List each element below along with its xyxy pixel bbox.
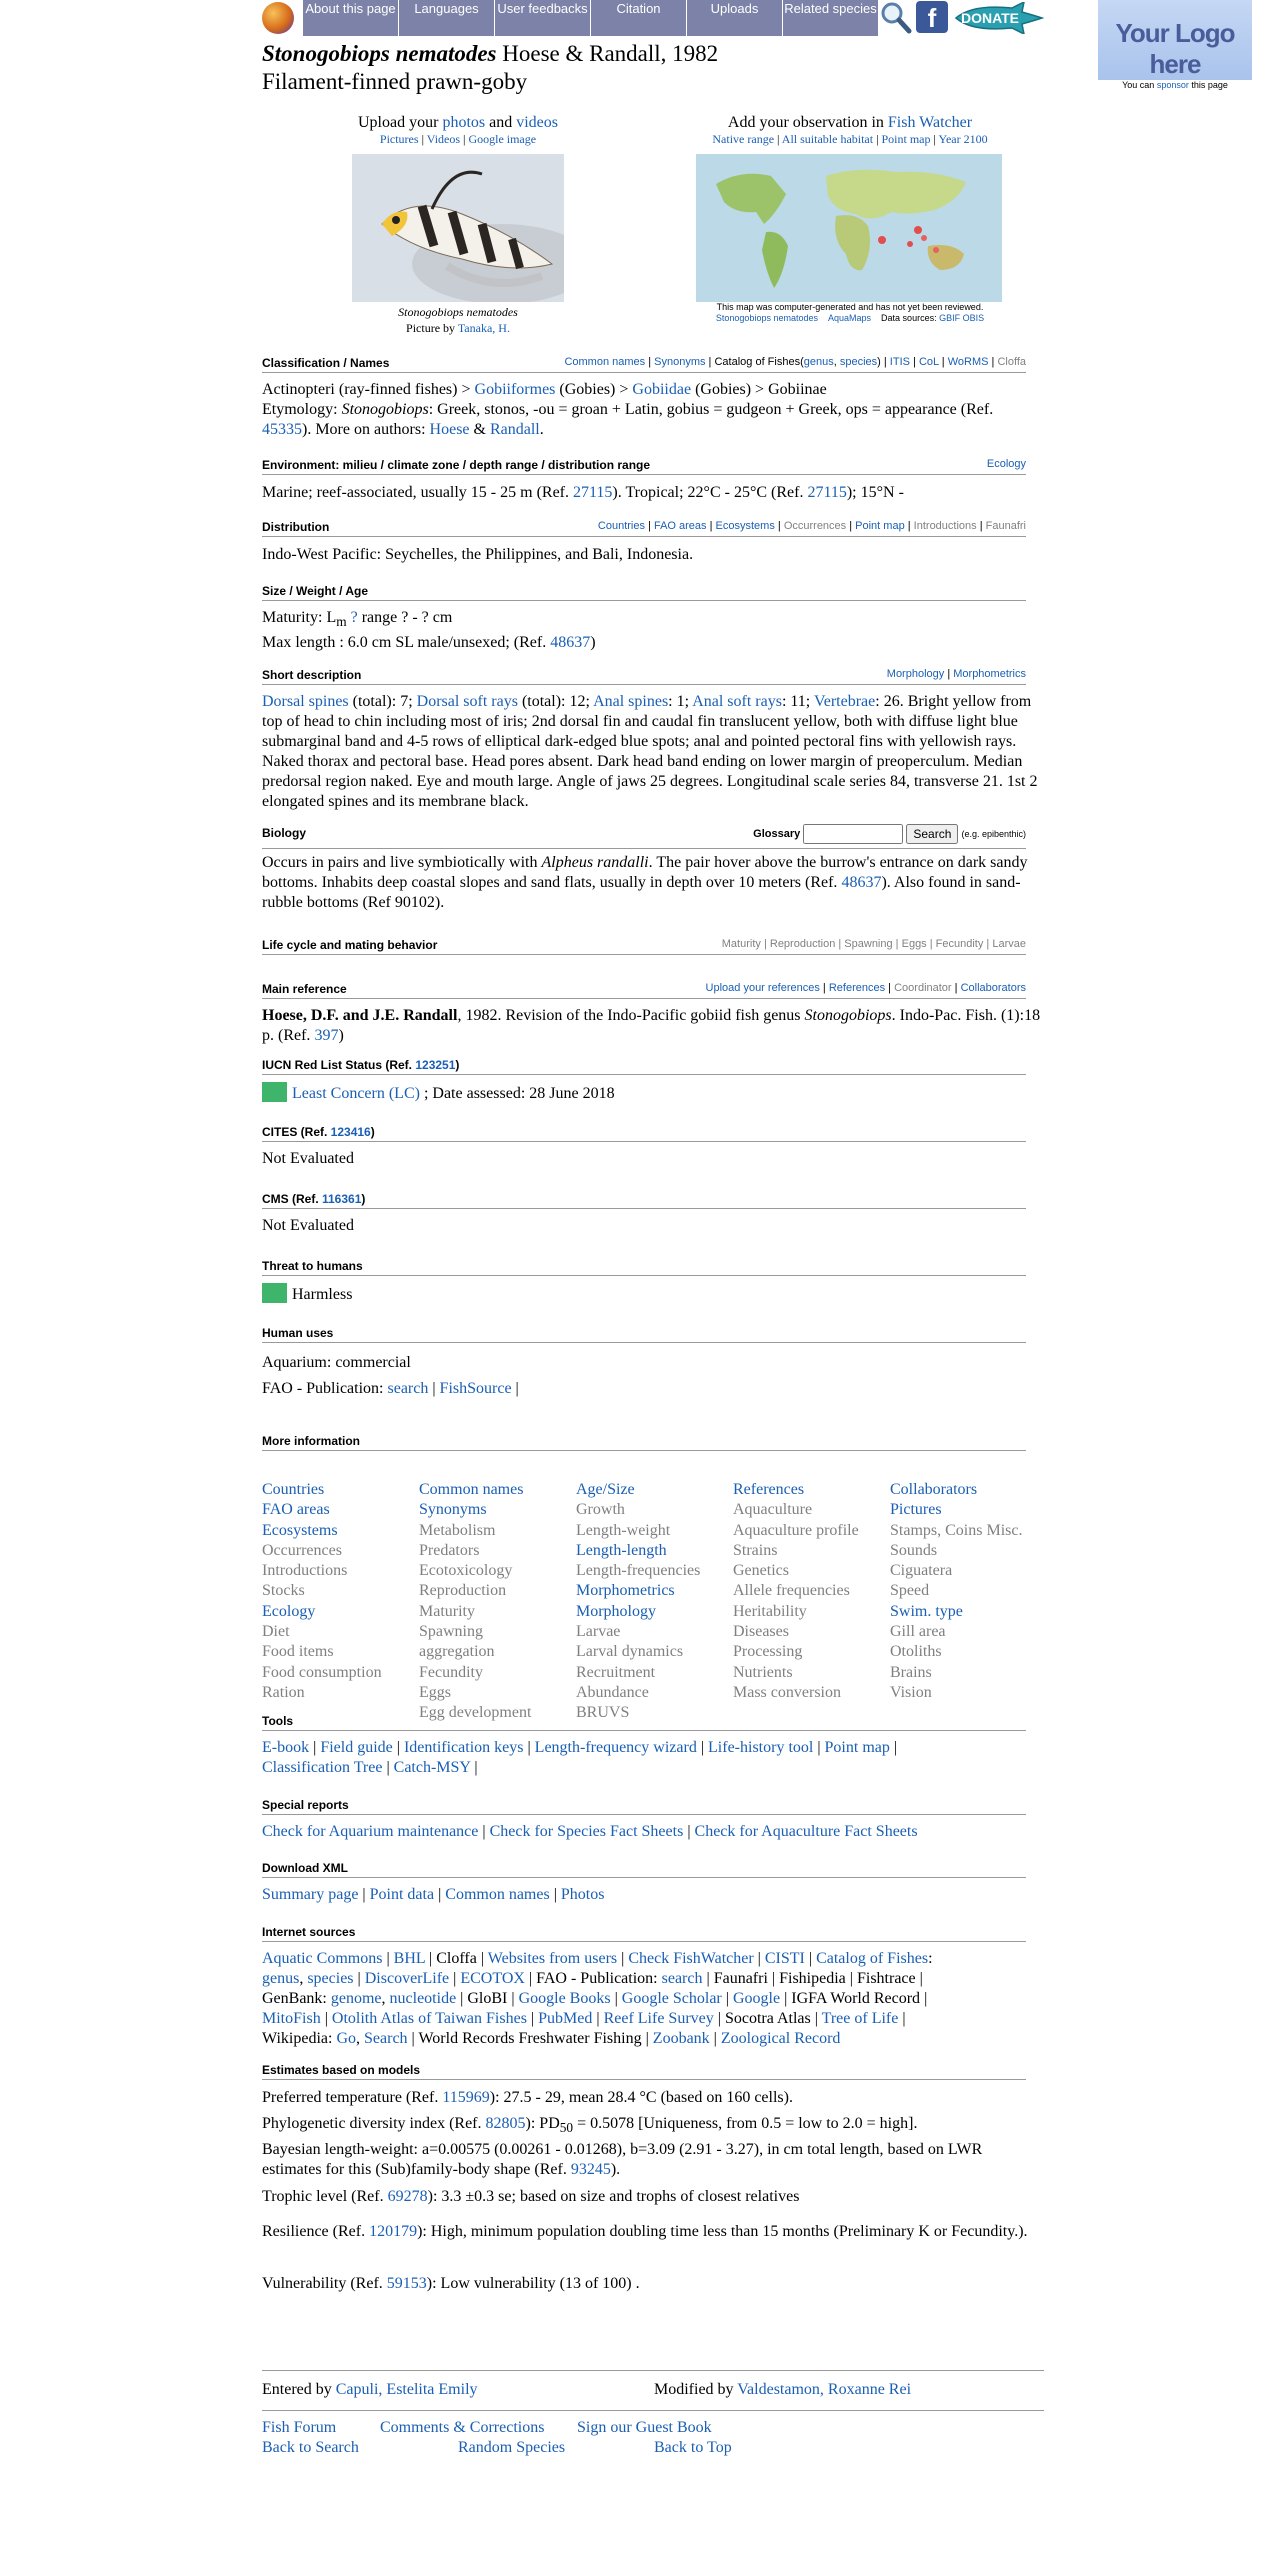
- catch-msy-link[interactable]: Catch-MSY: [393, 1759, 471, 1776]
- more-info-item: Food consumption: [262, 1663, 382, 1681]
- zoobank-link[interactable]: Zoobank: [652, 2030, 710, 2047]
- author-hoese-link[interactable]: Hoese: [429, 421, 470, 438]
- more-info-item: Occurrences: [262, 1541, 342, 1559]
- more-info-item: Aquaculture profile: [733, 1521, 859, 1539]
- year-2100-link[interactable]: Year 2100: [938, 132, 988, 146]
- fishbase-globe-icon[interactable]: [262, 2, 294, 34]
- aquatic-commons-link[interactable]: Aquatic Commons: [262, 1950, 383, 1967]
- more-info-item: Brains: [890, 1663, 932, 1681]
- more-info-link[interactable]: Ecosystems: [262, 1521, 338, 1539]
- more-info-item: Stamps, Coins Misc.: [890, 1521, 1023, 1539]
- xml-common-names-link[interactable]: Common names: [445, 1886, 550, 1903]
- zoological-record-link[interactable]: Zoological Record: [720, 2030, 841, 2047]
- iucn-heading: IUCN Red List Status (Ref. 123251): [262, 1058, 1026, 1075]
- back-to-top-link[interactable]: Back to Top: [654, 2439, 732, 2456]
- size-ref-link[interactable]: 48637: [550, 634, 591, 652]
- more-info-item: Aquaculture: [733, 1501, 813, 1519]
- modified-by-link[interactable]: Valdestamon, Roxanne Rei: [737, 2381, 912, 2398]
- random-species-link[interactable]: Random Species: [458, 2439, 566, 2456]
- fish-photo[interactable]: [352, 154, 564, 302]
- more-info-item: Strains: [733, 1541, 778, 1559]
- col-link[interactable]: CoL: [918, 356, 939, 368]
- google-link[interactable]: Google: [732, 1990, 781, 2007]
- download-xml-heading: Download XML: [262, 1861, 1026, 1878]
- more-info-item: Vision: [890, 1683, 932, 1701]
- aquarium-maintenance-link[interactable]: Check for Aquarium maintenance: [262, 1823, 479, 1840]
- least-concern-link[interactable]: Least Concern (LC): [292, 1085, 420, 1102]
- sponsor-link[interactable]: sponsor: [1156, 80, 1189, 90]
- cof-species-link[interactable]: species: [839, 356, 878, 368]
- more-info-column: [576, 1480, 700, 1724]
- more-info-item: Nutrients: [733, 1663, 793, 1681]
- genbank-genome-link[interactable]: genome: [330, 1990, 382, 2007]
- dist-point-map-link[interactable]: Point map: [855, 520, 905, 532]
- gobiidae-link[interactable]: Gobiidae: [632, 381, 692, 398]
- length-frequency-wizard-link[interactable]: Length-frequency wizard: [534, 1739, 697, 1756]
- bhl-link[interactable]: BHL: [393, 1950, 426, 1967]
- trophic-ref-link[interactable]: 69278: [387, 2188, 428, 2205]
- upload-videos-link[interactable]: videos: [516, 114, 558, 131]
- more-info-item: Reproduction: [419, 1582, 507, 1600]
- tools-point-map-link[interactable]: Point map: [824, 1739, 890, 1756]
- more-info-item: Length-frequencies: [576, 1562, 701, 1580]
- is-species-link[interactable]: species: [307, 1970, 354, 1987]
- threat-value: Harmless: [262, 1283, 1044, 1305]
- footer-divider-bottom: [262, 2410, 1044, 2411]
- more-info-item: Recruitment: [576, 1663, 656, 1681]
- anal-spines-link[interactable]: Anal spines: [593, 693, 669, 710]
- aquamaps-link[interactable]: AquaMaps: [828, 313, 872, 323]
- more-info-item: Sounds: [890, 1541, 938, 1559]
- nav-related-species[interactable]: Related species: [782, 0, 878, 36]
- fao-search-link[interactable]: search: [387, 1380, 429, 1397]
- facebook-icon[interactable]: f: [916, 1, 948, 33]
- pubmed-link[interactable]: PubMed: [538, 2010, 593, 2027]
- gobiiformes-link[interactable]: Gobiiformes: [474, 381, 556, 398]
- xml-photos-link[interactable]: Photos: [560, 1886, 605, 1903]
- common-names-link[interactable]: Common names: [564, 356, 646, 368]
- more-info-link[interactable]: Pictures: [890, 1501, 942, 1519]
- biology-heading: Biology Glossary Search (e.g. epibenthic): [262, 826, 1026, 849]
- lifecycle-heading: Life cycle and mating behavior Maturity | Reproduction | Spawning | Eggs | Fecundity | Larvae: [262, 938, 1026, 955]
- catalog-of-fishes-link[interactable]: Catalog of Fishes: [816, 1950, 929, 1967]
- more-info-item: Processing: [733, 1643, 803, 1661]
- cites-value: Not Evaluated: [262, 1150, 354, 1167]
- comments-corrections-link[interactable]: Comments & Corrections: [380, 2419, 545, 2436]
- iucn-ref-link[interactable]: 123251: [415, 1058, 456, 1072]
- tools-links: E-book | Field guide | Identification keys | Length-frequency wizard | Life-history tool | Point map | Classification Tree | Catch-MSY |: [262, 1739, 898, 1776]
- more-info-item: Predators: [419, 1541, 480, 1559]
- internet-sources-heading: Internet sources: [262, 1925, 1026, 1942]
- more-info-item: Diseases: [733, 1623, 789, 1641]
- common-name: Filament-finned prawn-goby: [262, 69, 528, 94]
- more-info-item: Maturity: [419, 1602, 475, 1620]
- pref-temp-ref-link[interactable]: 115969: [442, 2089, 490, 2106]
- download-xml-links: Summary page | Point data | Common names | Photos: [262, 1886, 605, 1903]
- identification-keys-link[interactable]: Identification keys: [403, 1739, 524, 1756]
- footer-divider-top: [262, 2370, 1044, 2371]
- more-info-heading: More information: [262, 1434, 1026, 1451]
- morphometrics-link[interactable]: Morphometrics: [953, 668, 1026, 680]
- estimates-heading: Estimates based on models: [262, 2063, 1026, 2080]
- synonyms-link[interactable]: Synonyms: [654, 356, 706, 368]
- estimate-trophic-level: Trophic level (Ref. 69278): 3.3 ±0.3 se; based on size and trophs of closest relatives: [262, 2188, 800, 2205]
- cms-value: Not Evaluated: [262, 1217, 354, 1234]
- nav-citation[interactable]: Citation: [590, 0, 686, 36]
- more-info-link[interactable]: Length-length: [576, 1541, 667, 1559]
- more-info-item: Larvae: [576, 1623, 621, 1641]
- aquaculture-fact-sheets-link[interactable]: Check for Aquaculture Fact Sheets: [694, 1823, 918, 1840]
- more-info-item: Stocks: [262, 1582, 305, 1600]
- footer-links-row1: [262, 2418, 1044, 2438]
- more-info-item: Mass conversion: [733, 1683, 841, 1701]
- reef-life-survey-link[interactable]: Reef Life Survey: [603, 2010, 714, 2027]
- more-info-link[interactable]: Age/Size: [576, 1481, 635, 1498]
- more-info-item: Egg development: [419, 1704, 532, 1722]
- harmless-swatch: [262, 1283, 287, 1303]
- morphology-link[interactable]: Morphology: [886, 668, 945, 680]
- more-info-link[interactable]: Morphology: [576, 1602, 656, 1620]
- classification-links: Common names | Synonyms | Catalog of Fishes(genus, species) | ITIS | CoL | WoRMS | Cloffa: [564, 356, 1026, 368]
- cms-ref-link[interactable]: 116361: [322, 1192, 362, 1206]
- estimate-preferred-temperature: Preferred temperature (Ref. 115969): 27.5 - 29, mean 28.4 °C (based on 160 cells).: [262, 2089, 793, 2106]
- phylo-ref-link[interactable]: 82805: [485, 2115, 526, 2132]
- entered-by-link[interactable]: Capuli, Estelita Emily: [335, 2381, 478, 2398]
- reference-text: Hoese, D.F. and J.E. Randall, 1982. Revision of the Indo-Pacific gobiid fish genus Stonogobiops. Indo-Pac. Fish. (1):18 p. (Ref. 397): [262, 1007, 1041, 1044]
- svg-text:DONATE: DONATE: [960, 10, 1020, 26]
- human-uses-text: Aquarium: commercial FAO - Publication: search | FishSource |: [262, 1354, 519, 1397]
- footer-credits: Entered by Capuli, Estelita Emily Modified by Valdestamon, Roxanne Rei: [262, 2381, 912, 2398]
- more-info-item: Ration: [262, 1683, 305, 1701]
- more-info-item: Length-weight: [576, 1521, 671, 1539]
- more-info-item: Genetics: [733, 1562, 789, 1580]
- more-info-item: BRUVS: [576, 1704, 630, 1722]
- more-info-link[interactable]: Morphometrics: [576, 1582, 675, 1600]
- is-genus-link[interactable]: genus: [262, 1970, 300, 1987]
- size-heading: Size / Weight / Age: [262, 584, 1026, 601]
- classification-text: Actinopteri (ray-finned fishes) > Gobiiformes (Gobies) > Gobiidae (Gobies) > Gobiinae Etymology: Stonogobiops: Greek, stonos, -ou = groan + Latin, gobius = gudgeon + Greek, ops = appearance (Ref. 45335). More on authors: Hoese & Randall.: [262, 381, 994, 438]
- ecotox-link[interactable]: ECOTOX: [460, 1970, 525, 1987]
- main-ref-link[interactable]: 397: [314, 1027, 339, 1044]
- fishsource-link[interactable]: FishSource: [439, 1380, 512, 1397]
- ety-ref-link[interactable]: 45335: [262, 421, 302, 438]
- description-heading: Short description Morphology | Morphometrics: [262, 668, 1026, 685]
- google-scholar-link[interactable]: Google Scholar: [621, 1990, 722, 2007]
- vulnerability-ref-link[interactable]: 59153: [386, 2275, 427, 2292]
- special-reports-heading: Special reports: [262, 1798, 1026, 1815]
- otolith-atlas-link[interactable]: Otolith Atlas of Taiwan Fishes: [331, 2010, 527, 2027]
- countries-link[interactable]: Countries: [597, 520, 645, 532]
- maturity-link[interactable]: ?: [350, 609, 358, 626]
- more-info-item: Speed: [890, 1582, 930, 1600]
- fish-forum-link[interactable]: Fish Forum: [262, 2419, 337, 2436]
- distribution-heading: Distribution Countries | FAO areas | Ecosystems | Occurrences | Point map | Introductions | Faunafri: [262, 520, 1026, 537]
- reference-heading: Main reference Upload your references | References | Coordinator | Collaborators: [262, 982, 1026, 999]
- references-link[interactable]: References: [828, 982, 886, 994]
- estimate-phylo-diversity: Phylogenetic diversity index (Ref. 82805): $PD_{50} = 0.5078$ [Uniqueness, from 0.5 = low to 2.0 = high].: [262, 2115, 918, 2136]
- upload-references-link[interactable]: Upload your references: [705, 982, 820, 994]
- more-info-item: Gill area: [890, 1623, 946, 1641]
- more-info-item: Larval dynamics: [576, 1643, 684, 1661]
- tree-of-life-link[interactable]: Tree of Life: [821, 2010, 899, 2027]
- more-info-item: Heritability: [733, 1602, 807, 1620]
- page-title: Stonogobiops nematodes Hoese & Randall, 1982 Filament-finned prawn-goby: [262, 41, 719, 94]
- environment-text: Marine; reef-associated, usually 15 - 25 m (Ref. 27115). Tropical; 22°C - 25°C (Ref. 27115); 15°N -: [262, 484, 904, 501]
- top-nav: [262, 0, 1044, 36]
- author-randall-link[interactable]: Randall: [489, 421, 540, 438]
- websites-from-users-link[interactable]: Websites from users: [487, 1950, 618, 1967]
- back-to-search-link[interactable]: Back to Search: [262, 2439, 359, 2456]
- donate-button[interactable]: [952, 2, 1044, 34]
- native-range-link[interactable]: Native range: [712, 132, 775, 146]
- google-image-link[interactable]: Google image: [468, 132, 537, 146]
- suitable-habitat-link[interactable]: All suitable habitat: [781, 132, 874, 146]
- ebook-link[interactable]: E-book: [262, 1739, 310, 1756]
- more-info-item: Food items: [262, 1643, 334, 1661]
- data-sources-link[interactable]: GBIF OBIS: [939, 313, 985, 323]
- xml-point-data-link[interactable]: Point data: [369, 1886, 435, 1903]
- estimate-length-weight: Bayesian length-weight: a=0.00575 (0.00261 - 0.01268), b=3.09 (2.91 - 3.27), in cm total length, based on LWR estimates for this (Sub)family-body shape (Ref. 93245).: [262, 2141, 983, 2178]
- more-info-column: [733, 1480, 859, 1703]
- more-info-item: Introductions: [262, 1562, 348, 1580]
- more-info-link[interactable]: References: [733, 1481, 805, 1498]
- more-info-item: Fecundity: [419, 1663, 483, 1681]
- life-history-tool-link[interactable]: Life-history tool: [708, 1739, 814, 1756]
- ecology-link[interactable]: Ecology: [986, 458, 1026, 470]
- more-info-item: Metabolism: [419, 1521, 496, 1539]
- more-info-item: Ciguatera: [890, 1562, 953, 1580]
- env-ref1-link[interactable]: 27115: [573, 484, 613, 501]
- ecosystems-link[interactable]: Ecosystems: [715, 520, 775, 532]
- check-fishwatcher-link[interactable]: Check FishWatcher: [628, 1950, 754, 1967]
- sponsor-note: You can sponsor this page: [1122, 80, 1228, 90]
- more-info-link[interactable]: FAO areas: [262, 1501, 330, 1519]
- wikipedia-go-link[interactable]: Go: [336, 2030, 357, 2047]
- biology-text: Occurs in pairs and live symbiotically with Alpheus randalli. The pair hover above the burrow's entrance on dark sandy bottoms. Inhabits deep coastal slopes and sand flats, usually in depth over 10 meters (Ref. 48637). Also found in sand-rubble bottoms (Ref 90102).: [262, 854, 1028, 911]
- species-fact-sheets-link[interactable]: Check for Species Fact Sheets: [489, 1823, 684, 1840]
- distribution-map[interactable]: [696, 154, 1002, 302]
- is-fao-search-link[interactable]: search: [661, 1970, 703, 1987]
- photographer-link[interactable]: Tanaka, H.: [457, 321, 510, 335]
- dorsal-spines-link[interactable]: Dorsal spines: [262, 693, 349, 710]
- itis-link[interactable]: ITIS: [889, 356, 910, 368]
- human-uses-heading: Human uses: [262, 1326, 1026, 1343]
- internet-sources-links: Aquatic Commons | BHL | Cloffa | Websites from users | Check FishWatcher | CISTI | Catalog of Fishes: genus, species | DiscoverLife | ECOTOX | FAO - Publication: search | Faunafri | Fishipedia | Fishtrace | GenBank: genome, nucleotide | GloBI | Google Books | Google Scholar | Google | IGFA World Record | MitoFish | Otolith Atlas of Taiwan Fishes | PubMed | Reef Life Survey | Socotra Atlas | Tree of Life | Wikipedia: Go, Search | World Records Freshwater Fishing | Zoobank | Zoological Record: [262, 1950, 933, 2047]
- threat-heading: Threat to humans: [262, 1259, 1026, 1276]
- map-notes: This map was computer-generated and has not yet been reviewed. Stonogobiops nematodes AquaMaps Data sources: GBIF OBIS: [715, 302, 985, 323]
- estimate-vulnerability: Vulnerability (Ref. 59153): Low vulnerability (13 of 100) .: [262, 2275, 640, 2292]
- special-reports-links: Check for Aquarium maintenance | Check for Species Fact Sheets | Check for Aquaculture Fact Sheets: [262, 1823, 918, 1840]
- nav-uploads[interactable]: Uploads: [686, 0, 782, 36]
- map-panel: Add your observation in Fish Watcher Native range | All suitable habitat | Point map | Year 2100: [712, 114, 988, 146]
- more-info-column: [890, 1480, 1022, 1703]
- collaborators-link[interactable]: Collaborators: [960, 982, 1026, 994]
- cms-heading: CMS (Ref. 116361): [262, 1192, 1026, 1209]
- glossary-input[interactable]: [803, 824, 903, 844]
- more-info-item: Eggs: [419, 1683, 451, 1701]
- upload-photos-link[interactable]: photos: [442, 114, 486, 131]
- wikipedia-search-link[interactable]: Search: [364, 2030, 408, 2047]
- more-info-item: Allele frequencies: [733, 1582, 850, 1600]
- more-info-link[interactable]: Collaborators: [890, 1481, 978, 1498]
- summary-page-link[interactable]: Summary page: [262, 1886, 359, 1903]
- pictures-link[interactable]: Pictures: [379, 132, 419, 146]
- more-info-link[interactable]: Swim. type: [890, 1602, 963, 1620]
- cof-genus-link[interactable]: genus: [803, 356, 834, 368]
- more-info-link[interactable]: Countries: [262, 1481, 325, 1498]
- worms-link[interactable]: WoRMS: [947, 356, 989, 368]
- point-map-link[interactable]: Point map: [881, 132, 931, 146]
- footer-links-row2: [262, 2438, 1044, 2458]
- nav-languages[interactable]: Languages: [398, 0, 494, 36]
- photo-caption: Stonogobiops nematodes Picture by Tanaka, H.: [398, 305, 518, 335]
- photo-panel: Upload your photos and videos Pictures | Videos | Google image: [358, 114, 558, 146]
- env-ref2-link[interactable]: 27115: [807, 484, 847, 501]
- search-icon[interactable]: [878, 0, 912, 34]
- guest-book-link[interactable]: Sign our Guest Book: [577, 2419, 712, 2436]
- more-info-item: Diet: [262, 1623, 290, 1641]
- estimate-resilience: Resilience (Ref. 120179): High, minimum population doubling time less than 15 months (Preliminary K or Fecundity.).: [262, 2223, 1028, 2240]
- discoverlife-link[interactable]: DiscoverLife: [364, 1970, 450, 1987]
- more-info-link[interactable]: Synonyms: [419, 1501, 487, 1519]
- more-info-item: Ecotoxicology: [419, 1562, 513, 1580]
- more-info-item: Spawning: [419, 1623, 483, 1641]
- size-text: Maturity: $L_m$ ? range ? - ? cm Max length : 6.0 cm SL male/unsexed; (Ref. 48637): [262, 609, 596, 652]
- more-info-item: Growth: [576, 1501, 625, 1519]
- glossary-search-button[interactable]: Search: [906, 824, 958, 844]
- genbank-nucleotide-link[interactable]: nucleotide: [389, 1990, 457, 2007]
- cites-ref-link[interactable]: 123416: [330, 1125, 371, 1139]
- more-info-link[interactable]: Ecology: [262, 1602, 316, 1620]
- classification-tree-link[interactable]: Classification Tree: [262, 1759, 383, 1776]
- description-text: Dorsal spines (total): 7; Dorsal soft rays (total): 12; Anal spines: 1; Anal soft rays: 11; Vertebrae: 26. Bright yellow from top of head to chin including most of iris; 2nd dorsal fin and caudal fin translucent yellow, both with diffuse light blue submarginal band and 4-5 rows of elliptical dark-edged blue spots; anal and pointed pectoral fins with yellowish rays. Naked thorax and pectoral base. Head pores absent. Dark head band ending on lower margin of preoperculum. Median predorsal region naked. Eye and mouth large. Angle of jaws 25 degrees. Longitudinal scale series 84, transverse 21. 1st 2 elongated spines and its membrane black.: [262, 693, 1038, 810]
- dorsal-soft-rays-link[interactable]: Dorsal soft rays: [416, 693, 518, 710]
- more-info-item: aggregation: [419, 1643, 495, 1661]
- vertebrae-link[interactable]: Vertebrae: [813, 693, 876, 710]
- more-info-link[interactable]: Common names: [419, 1481, 524, 1498]
- videos-link[interactable]: Videos: [426, 132, 461, 146]
- resilience-ref-link[interactable]: 120179: [369, 2223, 418, 2240]
- map-species-link[interactable]: Stonogobiops nematodes: [715, 313, 818, 323]
- more-info-column: [262, 1480, 382, 1703]
- bayes-ref-link[interactable]: 93245: [570, 2161, 611, 2178]
- fish-watcher-link[interactable]: Fish Watcher: [887, 114, 973, 131]
- iucn-status: Least Concern (LC) ; Date assessed: 28 June 2018: [262, 1082, 1044, 1104]
- classification-heading: Classification / Names Common names | Synonyms | Catalog of Fishes(genus, species) | ITIS | CoL | WoRMS | Cloffa: [262, 356, 1026, 373]
- tools-heading: Tools: [262, 1714, 1026, 1731]
- sponsor-logo-placeholder[interactable]: Your Logo here: [1098, 0, 1252, 80]
- biology-ref-link[interactable]: 48637: [841, 874, 882, 891]
- anal-soft-rays-link[interactable]: Anal soft rays: [692, 693, 782, 710]
- field-guide-link[interactable]: Field guide: [320, 1739, 393, 1756]
- fao-areas-link[interactable]: FAO areas: [653, 520, 707, 532]
- environment-heading: Environment: milieu / climate zone / depth range / distribution range Ecology: [262, 458, 1026, 475]
- cites-heading: CITES (Ref. 123416): [262, 1125, 1026, 1142]
- more-info-item: Abundance: [576, 1683, 649, 1701]
- more-info-item: Otoliths: [890, 1643, 942, 1661]
- cisti-link[interactable]: CISTI: [764, 1950, 805, 1967]
- nav-user-feedbacks[interactable]: User feedbacks: [494, 0, 590, 36]
- lc-status-swatch: [262, 1082, 287, 1102]
- nav-about[interactable]: About this page: [302, 0, 398, 36]
- google-books-link[interactable]: Google Books: [518, 1990, 611, 2007]
- distribution-text: Indo-West Pacific: Seychelles, the Philippines, and Bali, Indonesia.: [262, 546, 694, 563]
- more-info-column: [419, 1480, 531, 1724]
- mitofish-link[interactable]: MitoFish: [262, 2010, 321, 2027]
